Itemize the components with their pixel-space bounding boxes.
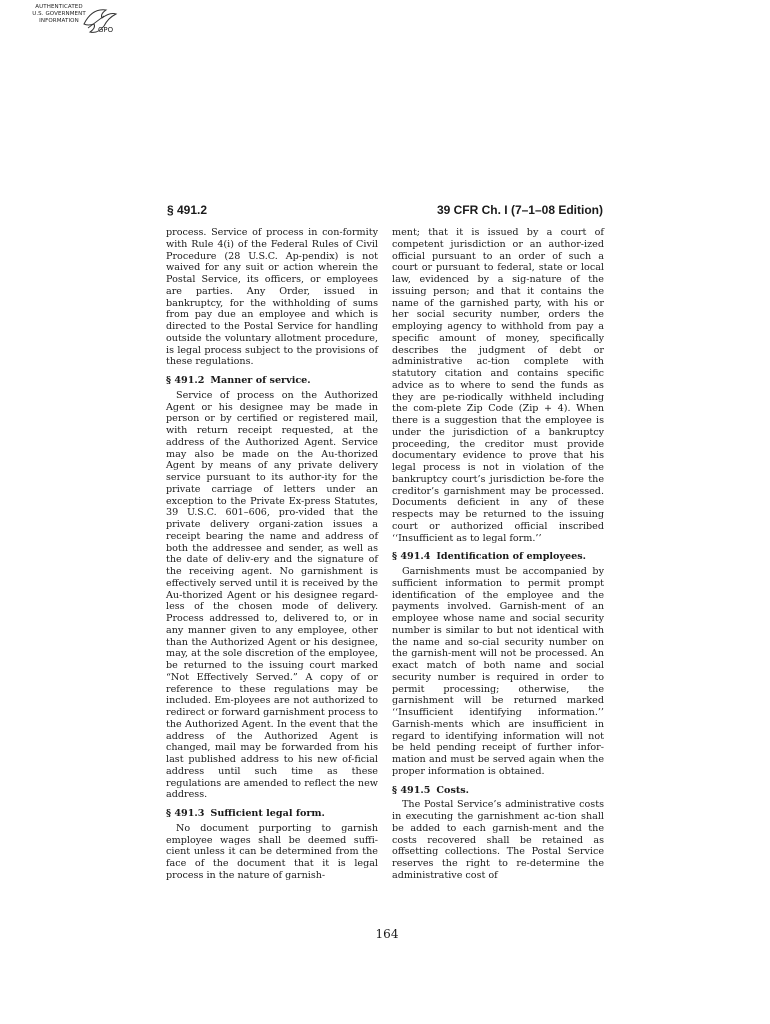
paragraph: Garnishments must be accompanied by sufficient information to permit prompt identification of the employee and the payments involved. Garnish-ment of an employee whose name and social security number is similar to but not identical with the name and so-cial security number on the garnish-ment will not be processed. An exact match of both name and social security number is required in order to permit processing; otherwise, the garnishment will be returned marked ‘‘Insufficient identifying information.’’ Garnish-ments which are insufficient in regard to identifying information will not be held pending receipt of further infor-mation and must be served again when the proper information is obtained. bbox=[392, 566, 604, 777]
section-heading bbox=[392, 551, 604, 563]
section-heading-title: Costs. bbox=[436, 784, 470, 796]
section-heading bbox=[392, 785, 604, 797]
right-column bbox=[392, 227, 604, 882]
page-number: 164 bbox=[375, 927, 399, 941]
section-heading-title: Sufficient legal form. bbox=[210, 808, 325, 819]
section-heading-number: § 491.3 bbox=[166, 808, 205, 819]
section-heading bbox=[166, 808, 378, 820]
paragraph: process. Service of process in con-formity with Rule 4(i) of the Federal Rules of Civil Procedure (28 U.S.C. Ap-pendix) is not waived for any suit or action wherein the Postal Service, its officers, or employees are parties. Any Order, issued in bankruptcy, for the withholding of sums from pay due an employee and which is directed to the Postal Service for handling outside the voluntary allotment procedure, is legal process subject to the provisions of these regulations. bbox=[166, 227, 378, 368]
gpo-authentication-seal bbox=[28, 4, 148, 44]
section-heading-number: § 491.5 bbox=[392, 784, 431, 796]
left-column bbox=[166, 227, 378, 882]
section-heading bbox=[166, 375, 378, 387]
section-heading-title: Manner of service. bbox=[210, 375, 311, 386]
paragraph: Service of process on the Authorized Agent or his designee may be made in person or by certified or registered mail, with return receipt requested, at the address of the Authorized Agent. Service may also be made on the Au-thorized Agent by means of any private delivery service pursuant to its author-ity for the private carriage of letters under an exception to the Private Ex-press Statutes, 39 U.S.C. 601–606, pro-vided that the private delivery organi-zation issues a receipt bearing the name and address of both the addressee and sender, as well as the date of deliv-ery and the signature of the receiving agent. No garnishment is effectively served until it is received by the Au-thorized Agent or his designee regard-less of the chosen mode of delivery. Process addressed to, delivered to, or in any manner given to any employee, other than the Authorized Agent or his designee, may, at the sole discretion of the employee, be returned to the issuing court marked “Not Effectively Served.” A copy of or reference to these regulations may be included. Em-ployees are not authorized to redirect or forward garnishment process to the Authorized Agent. In the event that the address of the Authorized Agent is changed, mail may be forwarded from his last published address to his new of-ficial address until such time as these regulations are amended to reflect the new address. bbox=[166, 389, 378, 801]
paragraph: No document purporting to garnish employee wages shall be deemed suffi-cient unless it can be determined from the face of the document that it is legal process in the nature of garnish- bbox=[166, 822, 378, 881]
section-heading-title: Identification of employees. bbox=[436, 551, 586, 563]
eagle-icon bbox=[80, 4, 120, 40]
seal-gpo-label: GPO bbox=[98, 26, 114, 34]
paragraph: ment; that it is issued by a court of competent jurisdiction or an author-ized official pursuant to an order of such a court or pursuant to federal, state or local law, evidenced by a sig-nature of the issuing person; and that it contains the name of the garnished party, with his or her social security number, orders the employing agency to withhold from pay a specific amount of money, specifically describes the judgment of debt or administrative ac-tion complete with statutory citation and contains specific advice as to where to send the funds as they are pe-riodically withheld including the com-plete Zip Code (Zip + 4). When there is a suggestion that the employee is under the jurisdiction of a bankruptcy proceeding, the creditor must provide documentary evidence to prove that his legal process is not in violation of the bankruptcy court’s jurisdiction be-fore the creditor’s garnishment may be processed. Documents deficient in any of these respects may be returned to the issuing court or authorized official inscribed ‘‘Insufficient as to legal form.’’ bbox=[392, 227, 604, 544]
section-number: § 491.2 bbox=[167, 203, 208, 217]
section-heading-number: § 491.2 bbox=[166, 375, 205, 386]
seal-line-2: U.S. GOVERNMENT bbox=[32, 11, 86, 17]
paragraph: The Postal Service’s administrative costs in executing the garnishment ac-tion shall be added to each garnish-ment and the costs recovered shall be retained as offsetting collections. The Postal Service reserves the right to re-determine the administrative cost of bbox=[392, 799, 604, 881]
seal-line-1: AUTHENTICATED bbox=[35, 4, 83, 10]
running-head bbox=[167, 203, 603, 219]
section-heading-number: § 491.4 bbox=[392, 551, 431, 563]
title-edition: 39 CFR Ch. I (7–1–08 Edition) bbox=[436, 203, 603, 217]
seal-line-3: INFORMATION bbox=[39, 18, 79, 24]
